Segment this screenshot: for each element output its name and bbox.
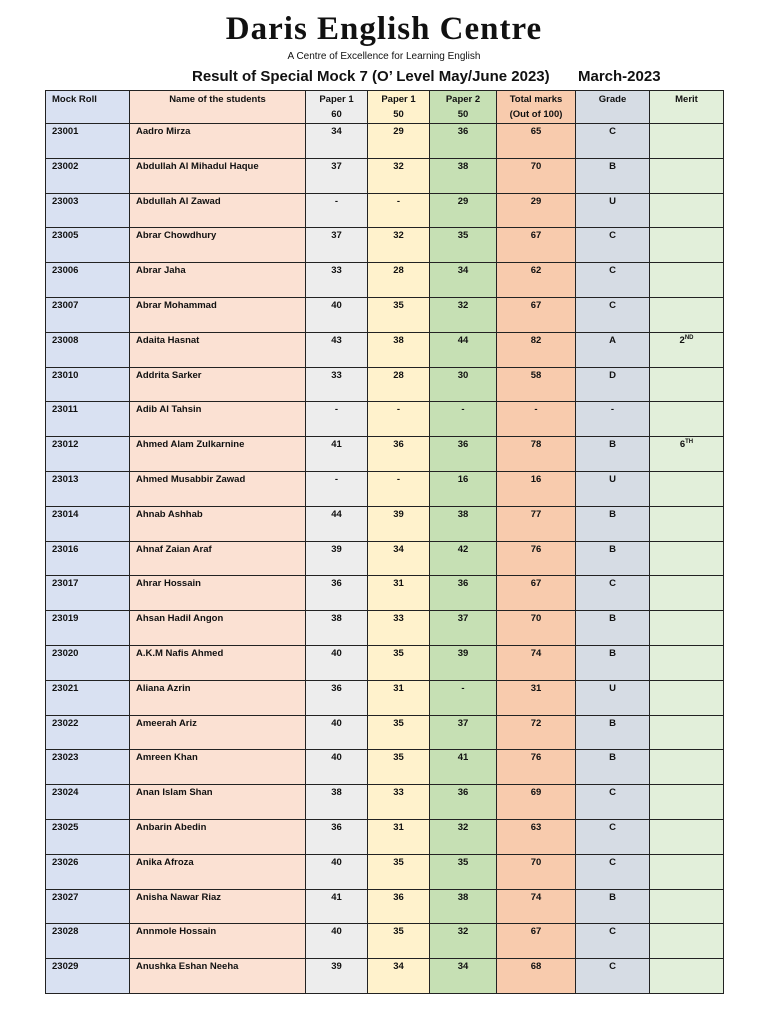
roll-cell: 23017 (46, 576, 130, 611)
results-table (45, 90, 724, 994)
merit-cell (650, 437, 724, 472)
table-row (46, 819, 724, 854)
roll-cell: 23023 (46, 750, 130, 785)
col-header-name: Name of the students (130, 91, 306, 124)
total-marks-cell: 70 (497, 854, 576, 889)
table-row (46, 680, 724, 715)
grade-cell: B (576, 889, 650, 924)
paper1-60-cell: 44 (306, 506, 368, 541)
paper1-60-cell: 38 (306, 785, 368, 820)
table-row (46, 611, 724, 646)
table-row (46, 367, 724, 402)
merit-cell (650, 959, 724, 994)
paper1-50-cell: 32 (368, 158, 430, 193)
table-row (46, 715, 724, 750)
header-row (46, 91, 724, 124)
merit-cell (650, 889, 724, 924)
table-row (46, 332, 724, 367)
grade-cell: C (576, 819, 650, 854)
total-marks-cell: 62 (497, 263, 576, 298)
paper1-60-cell: - (306, 402, 368, 437)
col-header-total: Total marks (Out of 100) (497, 91, 576, 124)
student-name-cell: Abrar Mohammad (130, 297, 306, 332)
merit-position: 2 (679, 334, 685, 346)
paper1-60-cell: 38 (306, 611, 368, 646)
student-name-cell: Abdullah Al Mihadul Haque (130, 158, 306, 193)
student-name-cell: Anisha Nawar Riaz (130, 889, 306, 924)
paper1-50-cell: 33 (368, 611, 430, 646)
paper1-60-cell: 41 (306, 437, 368, 472)
grade-cell: C (576, 263, 650, 298)
paper1-60-cell: 40 (306, 854, 368, 889)
grade-cell: B (576, 541, 650, 576)
grade-cell: C (576, 924, 650, 959)
paper1-60-cell: 39 (306, 959, 368, 994)
roll-cell: 23001 (46, 124, 130, 159)
col-header-roll: Mock Roll (46, 91, 130, 124)
paper1-50-cell: - (368, 471, 430, 506)
paper1-60-cell: 33 (306, 263, 368, 298)
result-month: March-2023 (578, 68, 661, 85)
col-header-paper2-50: Paper 2 50 (430, 91, 497, 124)
total-marks-cell: 63 (497, 819, 576, 854)
student-name-cell: Anan Islam Shan (130, 785, 306, 820)
roll-cell: 23002 (46, 158, 130, 193)
total-marks-cell: 29 (497, 193, 576, 228)
paper2-cell: 16 (430, 471, 497, 506)
merit-cell (650, 715, 724, 750)
merit-cell (650, 228, 724, 263)
paper1-50-cell: 35 (368, 715, 430, 750)
merit-cell (650, 158, 724, 193)
paper1-50-cell: - (368, 402, 430, 437)
paper2-cell: 44 (430, 332, 497, 367)
student-name-cell: Anika Afroza (130, 854, 306, 889)
merit-cell (650, 750, 724, 785)
paper1-50-cell: 31 (368, 819, 430, 854)
roll-cell: 23003 (46, 193, 130, 228)
paper2-cell: 39 (430, 645, 497, 680)
total-marks-cell: 69 (497, 785, 576, 820)
paper2-cell: 36 (430, 785, 497, 820)
roll-cell: 23014 (46, 506, 130, 541)
col-header-paper1-50: Paper 1 50 (368, 91, 430, 124)
roll-cell: 23021 (46, 680, 130, 715)
student-name-cell: Aliana Azrin (130, 680, 306, 715)
table-row (46, 263, 724, 298)
merit-cell (650, 680, 724, 715)
paper2-cell: 35 (430, 854, 497, 889)
merit-cell (650, 541, 724, 576)
paper1-50-cell: 35 (368, 645, 430, 680)
roll-cell: 23011 (46, 402, 130, 437)
total-marks-cell: 67 (497, 228, 576, 263)
paper1-60-cell: - (306, 471, 368, 506)
student-name-cell: Ahnab Ashhab (130, 506, 306, 541)
table-row (46, 924, 724, 959)
total-marks-cell: 74 (497, 889, 576, 924)
roll-cell: 23022 (46, 715, 130, 750)
table-row (46, 541, 724, 576)
merit-cell (650, 611, 724, 646)
total-marks-cell: 16 (497, 471, 576, 506)
grade-cell: U (576, 193, 650, 228)
merit-cell (650, 785, 724, 820)
grade-cell: B (576, 715, 650, 750)
total-marks-cell: 70 (497, 611, 576, 646)
table-row (46, 193, 724, 228)
total-marks-cell: 72 (497, 715, 576, 750)
grade-cell: C (576, 297, 650, 332)
student-name-cell: Aadro Mirza (130, 124, 306, 159)
grade-cell: C (576, 576, 650, 611)
paper2-cell: - (430, 680, 497, 715)
grade-cell: B (576, 750, 650, 785)
grade-cell: B (576, 158, 650, 193)
grade-cell: C (576, 959, 650, 994)
student-name-cell: Ahmed Alam Zulkarnine (130, 437, 306, 472)
paper1-50-cell: 39 (368, 506, 430, 541)
paper1-50-cell: 32 (368, 228, 430, 263)
roll-cell: 23028 (46, 924, 130, 959)
col-header-grade: Grade (576, 91, 650, 124)
grade-cell: D (576, 367, 650, 402)
paper1-60-cell: 37 (306, 228, 368, 263)
table-row (46, 228, 724, 263)
paper2-cell: 34 (430, 263, 497, 298)
student-name-cell: Adib Al Tahsin (130, 402, 306, 437)
total-marks-cell: 58 (497, 367, 576, 402)
paper2-cell: 32 (430, 924, 497, 959)
grade-cell: U (576, 471, 650, 506)
roll-cell: 23010 (46, 367, 130, 402)
paper1-60-cell: 39 (306, 541, 368, 576)
student-name-cell: Anushka Eshan Neeha (130, 959, 306, 994)
roll-cell: 23008 (46, 332, 130, 367)
paper1-50-cell: 28 (368, 367, 430, 402)
roll-cell: 23007 (46, 297, 130, 332)
total-marks-cell: 65 (497, 124, 576, 159)
paper1-50-cell: 36 (368, 889, 430, 924)
paper2-cell: - (430, 402, 497, 437)
paper1-50-cell: 34 (368, 959, 430, 994)
paper1-50-cell: 28 (368, 263, 430, 298)
total-marks-cell: 76 (497, 750, 576, 785)
student-name-cell: Adaita Hasnat (130, 332, 306, 367)
grade-cell: C (576, 124, 650, 159)
merit-cell (650, 854, 724, 889)
merit-cell (650, 297, 724, 332)
grade-cell: C (576, 228, 650, 263)
paper1-60-cell: 36 (306, 680, 368, 715)
grade-cell: B (576, 437, 650, 472)
paper1-50-cell: 33 (368, 785, 430, 820)
paper2-cell: 38 (430, 158, 497, 193)
paper2-cell: 35 (430, 228, 497, 263)
merit-cell (650, 506, 724, 541)
table-row (46, 297, 724, 332)
result-title: Result of Special Mock 7 (O’ Level May/June 2023) (192, 68, 550, 85)
paper2-cell: 36 (430, 437, 497, 472)
paper1-60-cell: 40 (306, 715, 368, 750)
paper1-50-cell: 29 (368, 124, 430, 159)
paper1-50-cell: 35 (368, 854, 430, 889)
merit-cell (650, 924, 724, 959)
paper2-cell: 32 (430, 819, 497, 854)
paper2-cell: 37 (430, 611, 497, 646)
merit-cell (650, 263, 724, 298)
paper1-50-cell: 35 (368, 750, 430, 785)
merit-cell (650, 332, 724, 367)
paper2-cell: 38 (430, 889, 497, 924)
roll-cell: 23013 (46, 471, 130, 506)
centre-title: Daris English Centre (225, 11, 543, 47)
merit-cell (650, 471, 724, 506)
paper1-60-cell: 36 (306, 576, 368, 611)
roll-cell: 23024 (46, 785, 130, 820)
paper1-50-cell: 34 (368, 541, 430, 576)
student-name-cell: Ahsan Hadil Angon (130, 611, 306, 646)
total-marks-cell: 76 (497, 541, 576, 576)
paper1-60-cell: 40 (306, 297, 368, 332)
paper1-60-cell: 40 (306, 645, 368, 680)
table-row (46, 645, 724, 680)
paper1-60-cell: 36 (306, 819, 368, 854)
paper2-cell: 32 (430, 297, 497, 332)
total-marks-cell: - (497, 402, 576, 437)
total-marks-cell: 31 (497, 680, 576, 715)
grade-cell: B (576, 611, 650, 646)
paper2-cell: 42 (430, 541, 497, 576)
merit-cell (650, 367, 724, 402)
student-name-cell: Ahrar Hossain (130, 576, 306, 611)
centre-tagline: A Centre of Excellence for Learning English (287, 51, 481, 62)
paper1-60-cell: 41 (306, 889, 368, 924)
paper1-50-cell: - (368, 193, 430, 228)
paper1-60-cell: 43 (306, 332, 368, 367)
paper1-60-cell: 34 (306, 124, 368, 159)
roll-cell: 23029 (46, 959, 130, 994)
col-header-paper1-60: Paper 1 60 (306, 91, 368, 124)
paper2-cell: 37 (430, 715, 497, 750)
student-name-cell: Addrita Sarker (130, 367, 306, 402)
student-name-cell: Annmole Hossain (130, 924, 306, 959)
total-marks-cell: 68 (497, 959, 576, 994)
paper2-cell: 30 (430, 367, 497, 402)
paper1-50-cell: 31 (368, 680, 430, 715)
total-marks-cell: 77 (497, 506, 576, 541)
roll-cell: 23027 (46, 889, 130, 924)
col-header-merit: Merit (650, 91, 724, 124)
paper1-60-cell: 33 (306, 367, 368, 402)
roll-cell: 23012 (46, 437, 130, 472)
student-name-cell: A.K.M Nafis Ahmed (130, 645, 306, 680)
merit-cell (650, 193, 724, 228)
table-row (46, 402, 724, 437)
roll-cell: 23026 (46, 854, 130, 889)
merit-suffix: TH (685, 439, 694, 446)
table-row (46, 750, 724, 785)
student-name-cell: Ahnaf Zaian Araf (130, 541, 306, 576)
merit-cell (650, 576, 724, 611)
total-marks-cell: 74 (497, 645, 576, 680)
grade-cell: U (576, 680, 650, 715)
merit-cell (650, 402, 724, 437)
roll-cell: 23005 (46, 228, 130, 263)
student-name-cell: Ahmed Musabbir Zawad (130, 471, 306, 506)
roll-cell: 23016 (46, 541, 130, 576)
paper1-60-cell: 40 (306, 750, 368, 785)
grade-cell: B (576, 506, 650, 541)
paper2-cell: 36 (430, 124, 497, 159)
total-marks-cell: 78 (497, 437, 576, 472)
roll-cell: 23020 (46, 645, 130, 680)
paper1-50-cell: 31 (368, 576, 430, 611)
merit-cell (650, 645, 724, 680)
table-row (46, 889, 724, 924)
table-row (46, 959, 724, 994)
roll-cell: 23025 (46, 819, 130, 854)
student-name-cell: Abrar Jaha (130, 263, 306, 298)
paper1-60-cell: - (306, 193, 368, 228)
paper1-60-cell: 40 (306, 924, 368, 959)
grade-cell: A (576, 332, 650, 367)
paper1-50-cell: 35 (368, 297, 430, 332)
merit-position: 6 (679, 439, 686, 451)
table-row (46, 854, 724, 889)
paper2-cell: 36 (430, 576, 497, 611)
grade-cell: C (576, 854, 650, 889)
total-marks-cell: 67 (497, 576, 576, 611)
paper1-60-cell: 37 (306, 158, 368, 193)
roll-cell: 23006 (46, 263, 130, 298)
merit-suffix: ND (684, 334, 694, 341)
roll-cell: 23019 (46, 611, 130, 646)
student-name-cell: Amreen Khan (130, 750, 306, 785)
student-name-cell: Abdullah Al Zawad (130, 193, 306, 228)
table-row (46, 785, 724, 820)
paper2-cell: 29 (430, 193, 497, 228)
grade-cell: B (576, 645, 650, 680)
paper2-cell: 41 (430, 750, 497, 785)
table-row (46, 158, 724, 193)
paper1-50-cell: 35 (368, 924, 430, 959)
student-name-cell: Anbarin Abedin (130, 819, 306, 854)
paper2-cell: 34 (430, 959, 497, 994)
total-marks-cell: 70 (497, 158, 576, 193)
total-marks-cell: 82 (497, 332, 576, 367)
table-row (46, 471, 724, 506)
table-row (46, 437, 724, 472)
paper1-50-cell: 38 (368, 332, 430, 367)
total-marks-cell: 67 (497, 924, 576, 959)
grade-cell: C (576, 785, 650, 820)
student-name-cell: Ameerah Ariz (130, 715, 306, 750)
merit-cell (650, 819, 724, 854)
table-row (46, 576, 724, 611)
grade-cell: - (576, 402, 650, 437)
paper2-cell: 38 (430, 506, 497, 541)
paper1-50-cell: 36 (368, 437, 430, 472)
table-row (46, 124, 724, 159)
total-marks-cell: 67 (497, 297, 576, 332)
student-name-cell: Abrar Chowdhury (130, 228, 306, 263)
table-row (46, 506, 724, 541)
merit-cell (650, 124, 724, 159)
